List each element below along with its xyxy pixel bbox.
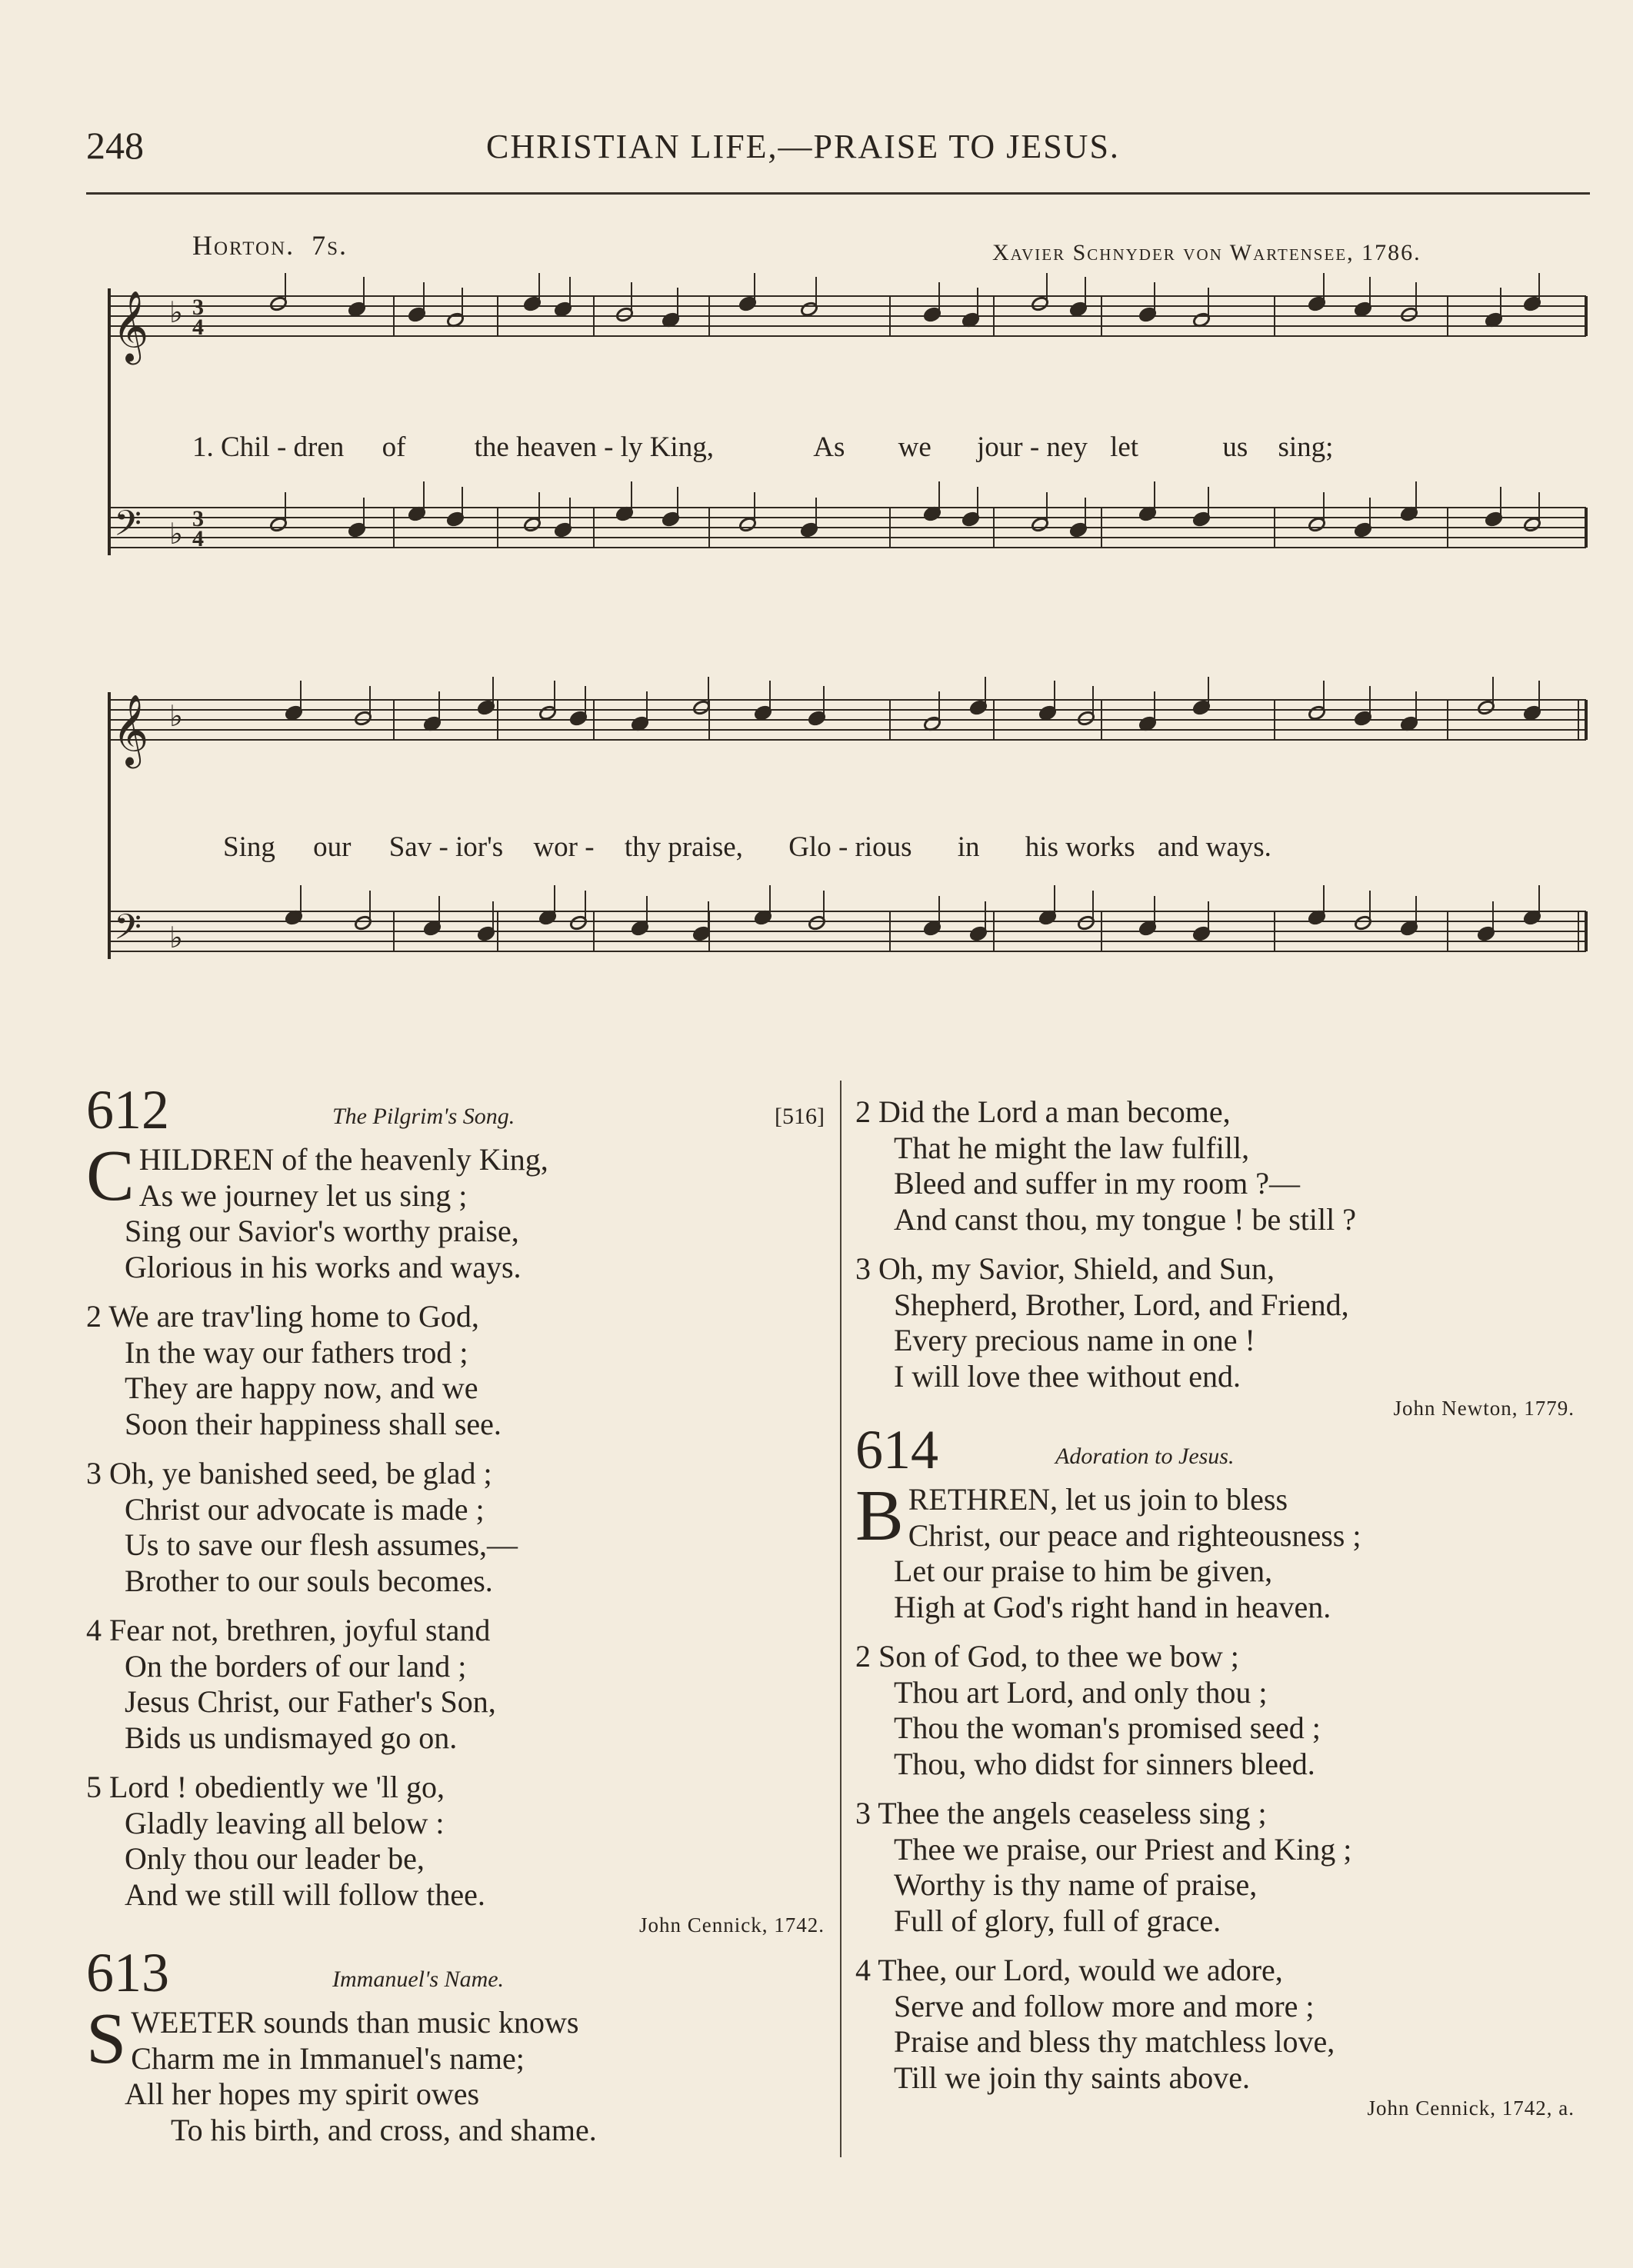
page-number: 248 (86, 124, 144, 167)
stanza: 2 Son of God, to thee we bow ; Thou art Lord, and only thou ; Thou the woman's promised seed ; Thou, who didst for sinners bleed. (855, 1639, 1321, 1781)
key-flat-icon: ♭ (169, 922, 183, 954)
drop-cap: S (86, 1999, 127, 2079)
bass-clef-icon: 𝄢 (114, 503, 142, 553)
stanza: 3 Oh, ye banished seed, be glad ; Christ our advocate is made ; Us to save our flesh assumes,— Brother to our souls becomes. (86, 1456, 518, 1598)
drop-cap: B (855, 1476, 904, 1556)
time-signature-top: 3 (192, 506, 204, 531)
hymn-title: Immanuel's Name. (332, 1967, 505, 1992)
hymn-number: 612 (86, 1079, 169, 1141)
key-flat-icon: ♭ (169, 701, 183, 733)
hymn-613 (86, 1942, 825, 2148)
hymn-title: The Pilgrim's Song. (332, 1104, 515, 1129)
tune-name: Horton. 7s. (192, 230, 348, 261)
tune-composer: Xavier Schnyder von Wartensee, 1786. (992, 240, 1421, 265)
drop-cap: C (86, 1136, 135, 1216)
left-column (86, 1079, 825, 2162)
lyrics-line-1: 1. Chil - dren of the heaven - ly King, As we jour - ney let us sing; (192, 431, 1334, 463)
running-head: CHRISTIAN LIFE,—PRAISE TO JESUS. (486, 128, 1120, 165)
treble-clef-icon: 𝄞 (112, 290, 149, 361)
time-signature-top: 3 (192, 295, 204, 320)
header-rule (86, 192, 1590, 195)
hymn-title: Adoration to Jesus. (1055, 1444, 1235, 1469)
stanza: 3 Oh, my Savior, Shield, and Sun, Shepherd, Brother, Lord, and Friend, Every precious name in one ! I will love thee without end. (855, 1251, 1349, 1394)
hymn-attribution: John Cennick, 1742, a. (1367, 2096, 1575, 2120)
hymn-612 (86, 1079, 825, 1937)
time-signature-bottom: 4 (192, 526, 204, 551)
bass-clef-icon: 𝄢 (114, 907, 142, 957)
time-signature-bottom: 4 (192, 315, 204, 340)
hymn-attribution: John Newton, 1779. (1393, 1397, 1575, 1420)
hymn-number: 613 (86, 1942, 169, 2003)
hymn-reference: [516] (775, 1104, 825, 1129)
tune-meter: 7s. (312, 230, 348, 261)
page-header (86, 123, 1586, 169)
key-flat-icon: ♭ (169, 518, 183, 551)
treble-clef-icon: 𝄞 (112, 694, 149, 765)
stanza: 4 Fear not, brethren, joyful stand On the borders of our land ; Jesus Christ, our Father's Son, Bids us undismayed go on. (86, 1613, 496, 1755)
stanza: 2 We are trav'ling home to God, In the way our fathers trod ; They are happy now, and we Soon their happiness shall see. (86, 1299, 502, 1441)
hymn-number: 614 (855, 1419, 938, 1480)
lyrics-line-2: Sing our Sav - ior's wor - thy praise, Glo - rious in his works and ways. (223, 831, 1271, 863)
hymn-attribution: John Cennick, 1742. (639, 1913, 825, 1937)
stanza: 4 Thee, our Lord, would we adore, Serve and follow more and more ; Praise and bless thy matchless love, Till we join thy saints above. (855, 1953, 1335, 2095)
right-column (855, 1094, 1575, 2120)
key-flat-icon: ♭ (169, 297, 183, 329)
stanza: 2 Did the Lord a man become, That he might the law fulfill, Bleed and suffer in my room ?— And canst thou, my tongue ! be still ? (855, 1094, 1357, 1237)
stanza: 3 Thee the angels ceaseless sing ; Thee we praise, our Priest and King ; Worthy is thy name of praise, Full of glory, full of grace. (855, 1796, 1352, 1938)
column-divider (840, 1081, 841, 2157)
hymn-614 (855, 1419, 1575, 2120)
stanza: C HILDREN of the heavenly King, As we journey let us sing ; Sing our Savior's worthy praise, Glorious in his works and ways. (86, 1136, 548, 1284)
stanza: S WEETER sounds than music knows Charm me in Immanuel's name; All her hopes my spirit owes To his birth, and cross, and shame. (86, 1999, 597, 2147)
stanza: B RETHREN, let us join to bless Christ, our peace and righteousness ; Let our praise to him be given, High at God's right hand in heaven. (855, 1476, 1361, 1624)
stanza: 5 Lord ! obediently we 'll go, Gladly leaving all below : Only thou our leader be, And we still will follow thee. (86, 1770, 485, 1912)
